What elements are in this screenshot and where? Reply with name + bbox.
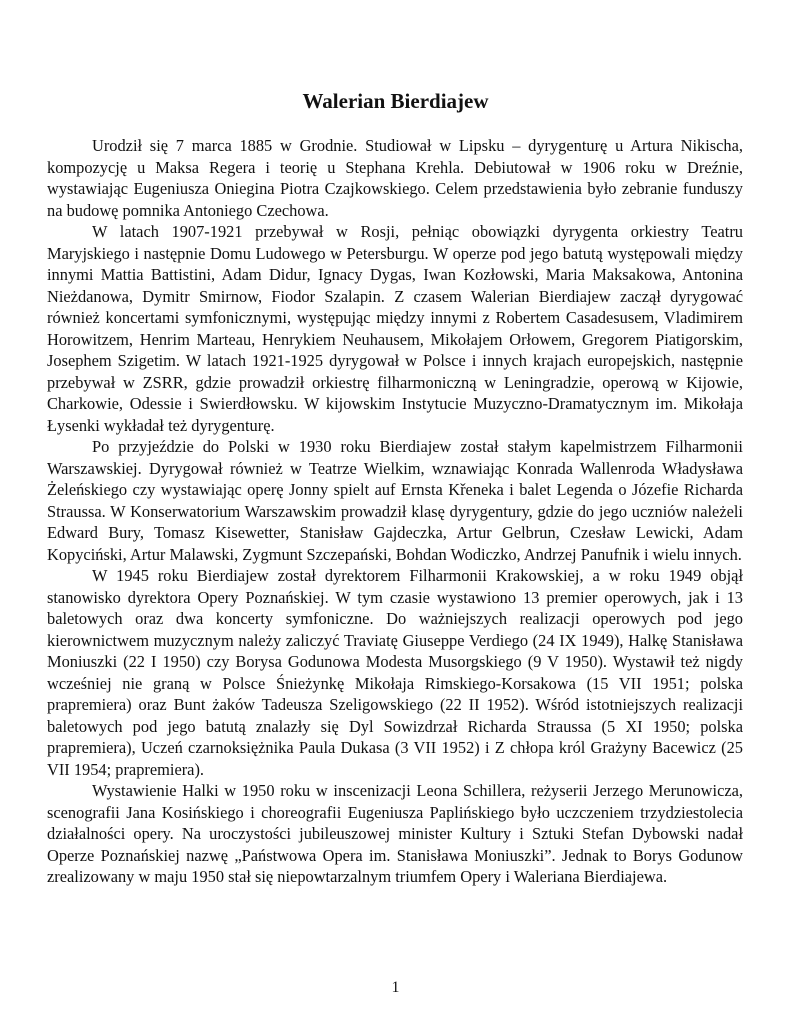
paragraph-1: Urodził się 7 marca 1885 w Grodnie. Studiował w Lipsku – dyrygenturę u Artura Nikischa, kompozycję u Maksa Regera i teorię u Stephana Krehla. Debiutował w 1906 roku w Dreźnie, wystawiając Eugeniusza Oniegina Piotra Czajkowskiego. Celem przedstawienia było zebranie funduszy na budowę pomnika Antoniego Czechowa. [47, 136, 743, 220]
paragraph-4: W 1945 roku Bierdiajew został dyrektorem Filharmonii Krakowskiej, a w roku 1949 objął stanowisko dyrektora Opery Poznańskiej. W tym czasie wystawiono 13 premier operowych, jak i 13 baletowych oraz dwa koncerty symfoniczne. Do ważniejszych realizacji operowych pod jego kierownictwem muzycznym należy zaliczyć Traviatę Giuseppe Verdiego (24 IX 1949), Halkę Stanisława Moniuszki (22 I 1950) czy Borysa Godunowa Modesta Musorgskiego (9 V 1950). Wystawił też nigdy wcześniej nie graną w Polsce Śnieżynkę Mikołaja Rimskiego-Korsakowa (15 VII 1951; polska prapremiera) oraz Bunt żaków Tadeusza Szeligowskiego (22 II 1952). Wśród istotniejszych realizacji baletowych pod jego batutą znalazły się Dyl Sowizdrzał Richarda Straussa (5 XI 1950; polska prapremiera), Uczeń czarnoksiężnika Paula Dukasa (3 VII 1952) i Z chłopa król Grażyny Bacewicz (25 VII 1954; prapremiera). [47, 566, 743, 779]
body-text [47, 135, 743, 888]
paragraph-3: Po przyjeździe do Polski w 1930 roku Bierdiajew został stałym kapelmistrzem Filharmonii Warszawskiej. Dyrygował również w Teatrze Wielkim, wznawiając Konrada Wallenroda Władysława Żeleńskiego czy wystawiając operę Jonny spielt auf Ernsta Křeneka i balet Legenda o Józefie Richarda Straussa. W Konserwatorium Warszawskim prowadził klasę dyrygentury, gdzie do jego uczniów należeli Edward Bury, Tomasz Kisewetter, Stanisław Gajdeczka, Artur Gelbrun, Czesław Lewicki, Adam Kopyciński, Artur Malawski, Zygmunt Szczepański, Bohdan Wodiczko, Andrzej Panufnik i wielu innych. [47, 437, 743, 564]
paragraph-2: W latach 1907-1921 przebywał w Rosji, pełniąc obowiązki dyrygenta orkiestry Teatru Maryjskiego i następnie Domu Ludowego w Petersburgu. W operze pod jego batutą występowali między innymi Mattia Battistini, Adam Didur, Ignacy Dygas, Iwan Kozłowski, Maria Maksakowa, Antonina Nieżdanowa, Dymitr Smirnow, Fiodor Szalapin. Z czasem Walerian Bierdiajew zaczął dyrygować również koncertami symfonicznymi, występując między innymi z Robertem Casadesusem, Vladimirem Horowitzem, Henrim Marteau, Henrykiem Neuhausem, Mikołajem Orłowem, Gregorem Piatigorskim, Josephem Szigetim. W latach 1921-1925 dyrygował w Polsce i innych krajach europejskich, następnie przebywał w ZSRR, gdzie prowadził orkiestrę filharmoniczną w Leningradzie, operową w Kijowie, Charkowie, Odessie i Swierdłowsku. W kijowskim Instytucie Muzyczno-Dramatycznym im. Mikołaja Łysenki wykładał też dyrygenturę. [47, 222, 743, 435]
paragraph-5: Wystawienie Halki w 1950 roku w inscenizacji Leona Schillera, reżyserii Jerzego Merunowicza, scenografii Jana Kosińskiego i choreografii Eugeniusza Paplińskiego było uczczeniem trzydziestolecia działalności opery. Na uroczystości jubileuszowej minister Kultury i Sztuki Stefan Dybowski nadał Operze Poznańskiej nazwę „Państwowa Opera im. Stanisława Moniuszki”. Jednak to Borys Godunow zrealizowany w maju 1950 stał się niepowtarzalnym triumfem Opery i Waleriana Bierdiajewa. [47, 781, 743, 886]
page-number: 1 [391, 979, 400, 996]
page-title: Walerian Bierdiajew [302, 89, 489, 113]
